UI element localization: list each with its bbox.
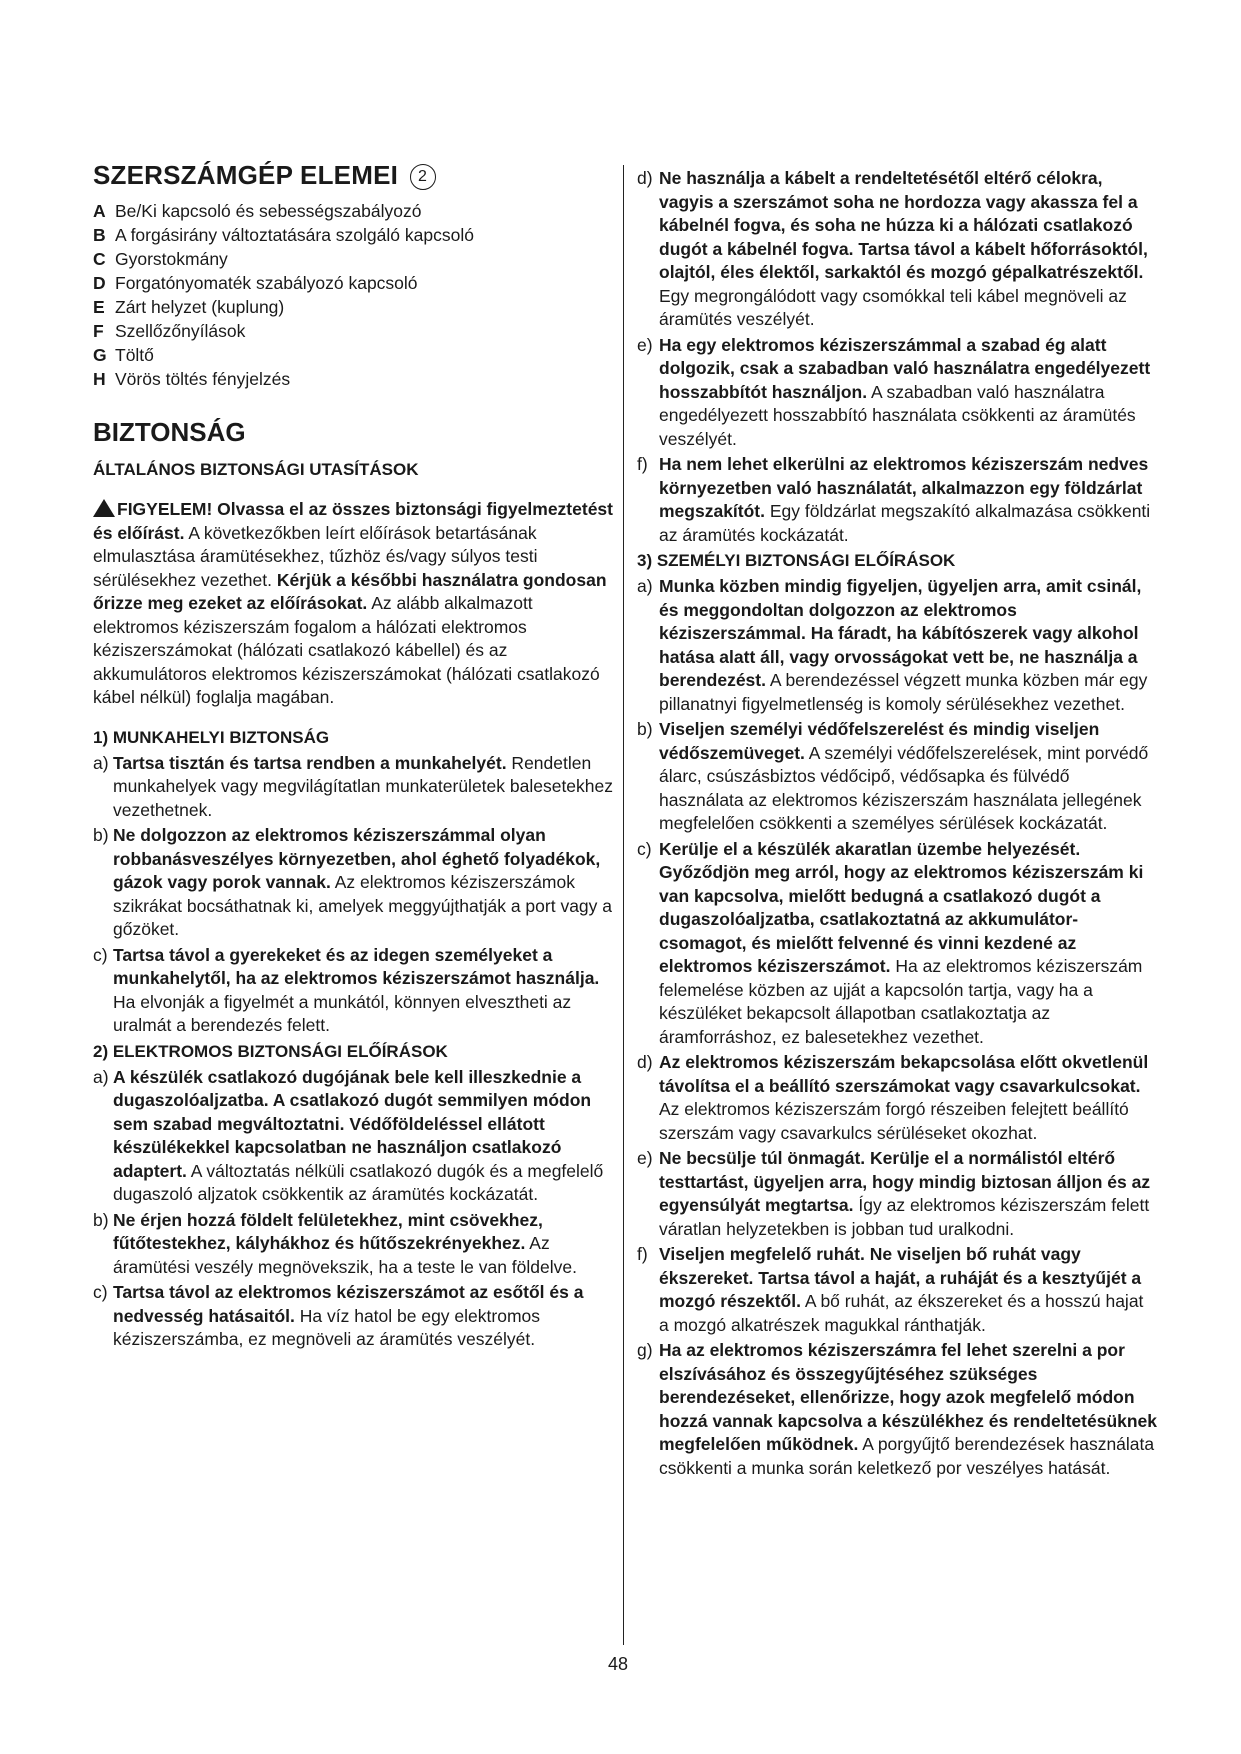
parts-list-item: F Szellőzőnyílások <box>93 321 246 341</box>
safety-item: e) Ne becsülje túl önmagát. Kerülje el a normálistól eltérő testtartást, ügyeljen arra, hogy mindig biztosan álljon és az egyensúlyát megtartsa. Így az elektromos kéziszerszám felett váratlan helyzetekben is jobban tud uralkodni. <box>637 1148 1151 1239</box>
safety-item: g) Ha az elektromos kéziszerszámra fel lehet szerelni a por elszívásához és összegyűjtéséhez szükséges berendezéseket, ellenőrizze, hogy azok megfelelő módon hozzá vannak kapcsolva a készülékhez és rendeltetésüknek megfelelően működnek. A porgyűjtő berendezések használata csökkenti a munka során keletkező por veszélyes hatását. <box>637 1340 1158 1478</box>
general-warning: FIGYELEM! Olvassa el az összes biztonsági figyelmeztetést és előírást. A következőkben leírt előírások betartásának elmulasztása áramütésekhez, tűzhöz és/vagy súlyos testi sérülésekhez vezethet. Kérjük a későbbi használatra gondosan őrizze meg ezeket az előírásokat. Az alább alkalmazott elektromos kéziszerszám fogalom a hálózati elektromos kéziszerszámokat (hálózati csatlakozó kábellel) és az akkumulátoros elektromos kéziszerszámokat (hálózati csatlakozó kábel nélkül) foglalja magában. <box>93 499 613 707</box>
parts-list-item: D Forgatónyomaték szabályozó kapcsoló <box>93 273 418 293</box>
safety-item: b) Ne dolgozzon az elektromos kéziszerszámmal olyan robbanásveszélyes környezetben, ahol éghető folyadékok, gázok vagy porok vannak. Az elektromos kéziszerszámok szikrákat bocsáthatnak ki, amelyek meggyújthatják a port vagy a gőzöket. <box>93 825 612 939</box>
safety-item: e) Ha egy elektromos kéziszerszámmal a szabad ég alatt dolgozik, csak a szabadban való használatra engedélyezett hosszabbítót használjon. A szabadban való használatra engedélyezett hosszabbító használata csökkenti az áramütés veszélyét. <box>637 334 1151 449</box>
safety-item: f) Viseljen megfelelő ruhát. Ne viseljen bő ruhát vagy ékszereket. Tartsa távol a haját, a ruháját és a kesztyűjét a mozgó részektől. A bő ruhát, az ékszereket és a hosszú hajat a mozgó alkatrészek magukkal ránthatják. <box>637 1244 1144 1335</box>
safety-item: a) Munka közben mindig figyeljen, ügyeljen arra, amit csinál, és meggondoltan dolgozzon az elektromos kéziszerszámmal. Ha fáradt, ha kábítószerek vagy alkohol hatása alatt áll, vagy orvosságokat vett be, ne használja a berendezést. A berendezéssel végzett munka közben már egy pillanatnyi figyelmetlenség is komoly sérülésekhez vezethet. <box>637 576 1148 714</box>
safety-item: d) Ne használja a kábelt a rendeltetésétől eltérő célokra, vagyis a szerszámot soha ne hordozza vagy akassza fel a kábelnél fogva, és soha ne húzza ki a hálózati csatlakozó dugót a kábelnél fogva. Tartsa távol a kábelt hőforrásoktól, olajtól, éles élektől, sarkaktól és mozgó gépalkatrészektől. Egy megrongálódott vagy csomókkal teli kábel megnöveli az áramütés veszélyét. <box>637 168 1148 329</box>
parts-list-item: C Gyorstokmány <box>93 249 228 269</box>
section-heading-workplace: 1) MUNKAHELYI BIZTONSÁG <box>93 727 330 747</box>
parts-list-item: E Zárt helyzet (kuplung) <box>93 297 285 317</box>
safety-item: a) A készülék csatlakozó dugójának bele kell illeszkednie a dugaszolóaljzatba. A csatlakozó dugót semmilyen módon sem szabad megváltoztatni. Védőföldeléssel ellátott készülékekkel kapcsolatban ne használjon csatlakozó adaptert. A változtatás nélküli csatlakozó dugók és a megfelelő dugaszoló aljzatok csökkentik az áramütés kockázatát. <box>93 1066 604 1204</box>
figure-ref-circle: 2 <box>410 164 436 190</box>
section-heading-electrical: 2) ELEKTROMOS BIZTONSÁGI ELŐÍRÁSOK <box>93 1041 448 1061</box>
parts-title: SZERSZÁMGÉP ELEMEI 2 <box>93 160 613 191</box>
safety-item: a) Tartsa tisztán és tartsa rendben a munkahelyét. Rendetlen munkahelyek vagy megvilágítatlan munkaterületek balesetekhez vezethetnek. <box>93 752 614 820</box>
column-divider <box>623 165 624 1645</box>
right-column <box>637 167 1157 1482</box>
safety-item: d) Az elektromos kéziszerszám bekapcsolása előtt okvetlenül távolítsa el a beállító szerszámokat vagy csavarkulcsokat. Az elektromos kéziszerszám forgó részeiben felejtett beállító szerszám vagy csavarkulcs sérüléseket okozhat. <box>637 1052 1149 1143</box>
left-column <box>93 160 613 1354</box>
safety-item: b) Viseljen személyi védőfelszerelést és mindig viseljen védőszemüveget. A személyi védőfelszerelések, mint porvédő álarc, csúszásbiztos védőcipő, védősapka és fülvédő használata az elektromos kéziszerszám használata jellegének megfelelően csökkenti a személyes sérülések kockázatát. <box>637 719 1149 833</box>
safety-item: c) Tartsa távol az elektromos kéziszerszámot az esőtől és a nedvesség hatásaitól. Ha víz hatol be egy elektromos kéziszerszámba, ez megnöveli az áramütés veszélyét. <box>93 1282 584 1349</box>
safety-item: f) Ha nem lehet elkerülni az elektromos kéziszerszám nedves környezetben való használatát, alkalmazzon egy földzárlat megszakítót. Egy földzárlat megszakító alkalmazása csökkenti az áramütés kockázatát. <box>637 454 1151 545</box>
safety-item: c) Kerülje el a készülék akaratlan üzembe helyezését. Győződjön meg arról, hogy az elektromos kéziszerszám ki van kapcsolva, mielőtt bedugná a csatlakozó dugót a dugaszolóaljzatba, csatlakoztatná az akkumulátor-csomagot, és mielőtt felvenné és vinni kezdené az elektromos kéziszerszámot. Ha az elektromos kéziszerszám felemelése közben az ujját a kapcsolón tartja, vagy ha a készüléket bekapcsolt állapotban csatlakoztatja az áramforráshoz, ez balesetekhez vezethet. <box>637 838 1144 1047</box>
parts-list-item: A Be/Ki kapcsoló és sebességszabályozó <box>93 201 422 221</box>
safety-item: b) Ne érjen hozzá földelt felületekhez, mint csövekhez, fűtőtestekhez, kályhákhoz és hűtőszekrényekhez. Az áramütési veszély megnövekszik, ha a teste le van földelve. <box>93 1209 577 1277</box>
general-safety-heading: ÁLTALÁNOS BIZTONSÁGI UTASÍTÁSOK <box>93 460 419 479</box>
parts-list-item: B A forgásirány változtatására szolgáló kapcsoló <box>93 225 474 245</box>
safety-title: BIZTONSÁG <box>93 417 246 447</box>
safety-item: c) Tartsa távol a gyerekeket és az idegen személyeket a munkahelytől, ha az elektromos kéziszerszámot használja. Ha elvonják a figyelmét a munkától, könnyen elvesztheti az uralmát a berendezés felett. <box>93 944 600 1035</box>
page-number: 48 <box>608 1654 629 1674</box>
parts-list-item: G Töltő <box>93 345 154 365</box>
parts-list <box>93 199 613 391</box>
parts-list-item: H Vörös töltés fényjelzés <box>93 369 291 389</box>
warning-icon <box>93 499 115 517</box>
section-heading-personal: 3) SZEMÉLYI BIZTONSÁGI ELŐÍRÁSOK <box>637 551 956 570</box>
